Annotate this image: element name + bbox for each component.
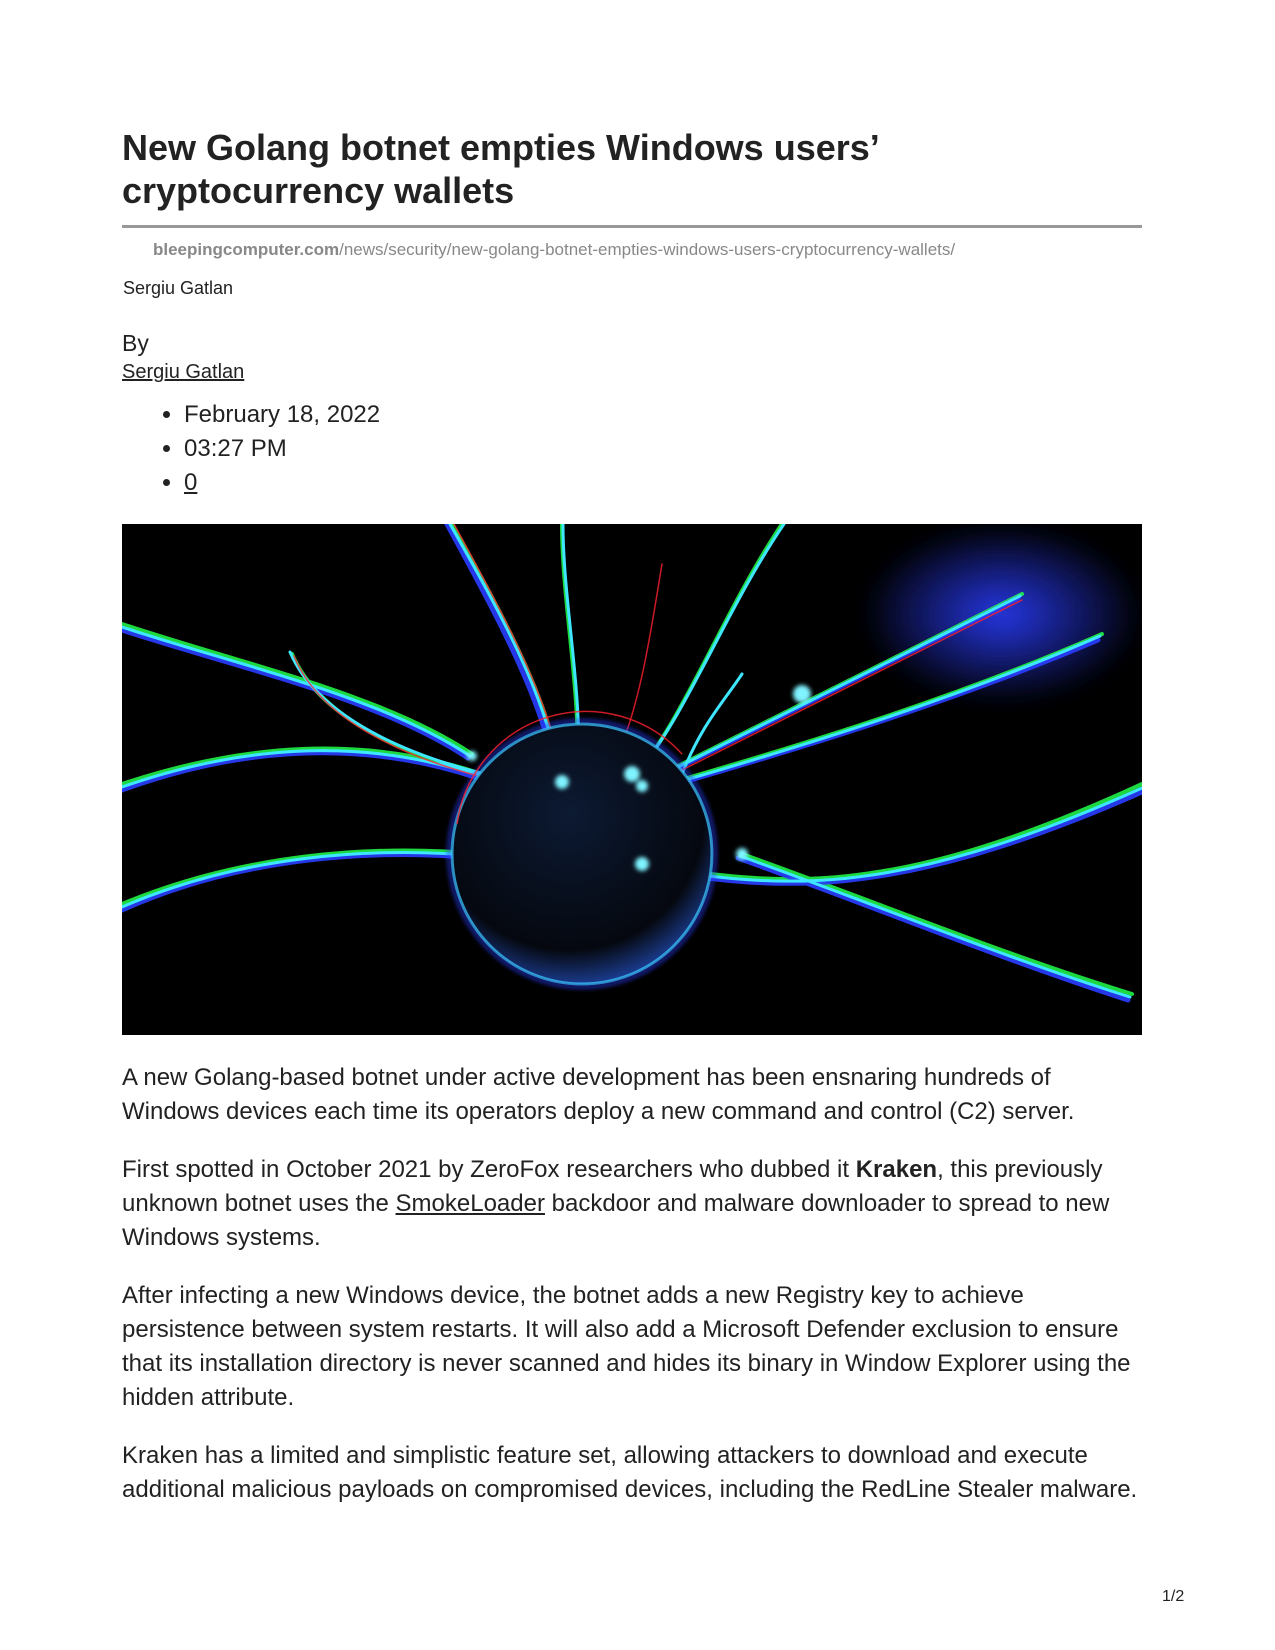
title-divider <box>122 225 1142 228</box>
paragraph-2-text-a: First spotted in October 2021 by ZeroFox researchers who dubbed it <box>122 1156 856 1183</box>
page-number: 1/2 <box>1162 1588 1185 1605</box>
kraken-bold: Kraken <box>855 1156 938 1183</box>
article-title: New Golang botnet empties Windows users’ cryptocurrency wallets <box>122 127 878 211</box>
paragraph-4: Kraken has a limited and simplistic feature set, allowing attackers to download and execute additional malicious payloads on compromised devices, including the RedLine Stealer malware. <box>122 1442 1138 1503</box>
source-domain: bleepingcomputer.com <box>153 240 340 259</box>
author-link[interactable]: Sergiu Gatlan <box>122 361 245 383</box>
source-path: /news/security/new-golang-botnet-empties-windows-users-cryptocurrency-wallets/ <box>339 240 956 259</box>
plasma-ball-image <box>122 524 1142 1035</box>
smokeloader-link[interactable]: SmokeLoader <box>395 1190 545 1217</box>
publish-date: • February 18, 2022 <box>184 398 380 432</box>
comment-count-link[interactable]: 0 <box>184 469 198 496</box>
by-label: By <box>122 330 149 356</box>
article-meta-list <box>122 398 380 500</box>
paragraph-1: A new Golang-based botnet under active development has been ensnaring hundreds of Windows devices each time its operators deploy a new command and control (C2) server. <box>122 1064 1075 1125</box>
source-url[interactable] <box>153 240 955 260</box>
paragraph-2 <box>122 1153 1142 1255</box>
author-caption: Sergiu Gatlan <box>123 278 234 298</box>
plasma-ball-illustration <box>122 524 1142 1035</box>
comment-count-item <box>184 466 380 500</box>
article-body <box>122 1061 1142 1531</box>
paragraph-2-text-b: , this previously unknown botnet uses the <box>122 1156 1103 1217</box>
paragraph-3: After infecting a new Windows device, the botnet adds a new Registry key to achieve persistence between system restarts. It will also add a Microsoft Defender exclusion to ensure that its installation directory is never scanned and hides its binary in Window Explorer using the hidden attribute. <box>122 1282 1131 1411</box>
paragraph-2-text-c: backdoor and malware downloader to spread to new Windows systems. <box>122 1190 1110 1251</box>
publish-time: • 03:27 PM <box>184 432 380 466</box>
